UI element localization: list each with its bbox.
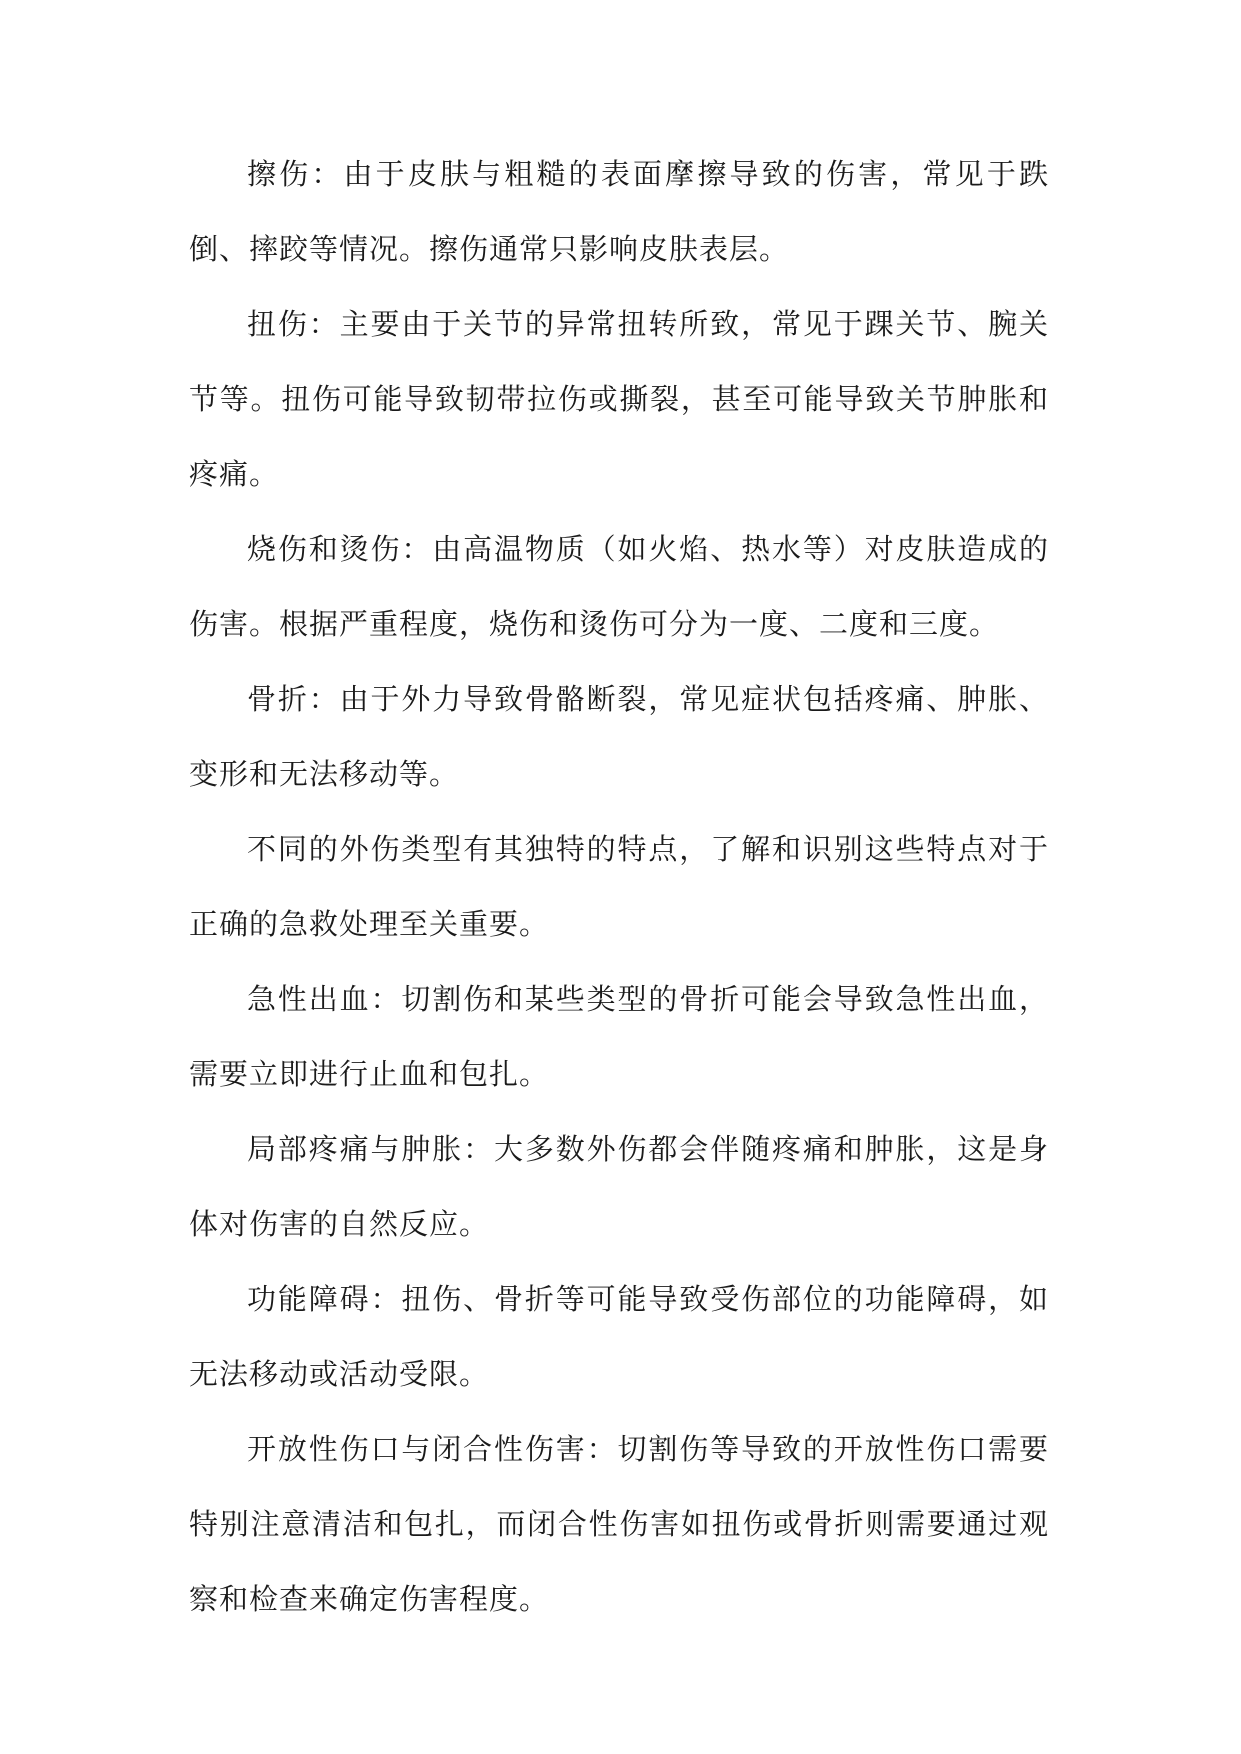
paragraph-open-closed-wounds: 开放性伤口与闭合性伤害：切割伤等导致的开放性伤口需要特别注意清洁和包扎，而闭合性伤害如扭伤或骨折则需要通过观察和检查来确定伤害程度。 bbox=[189, 1432, 1049, 1616]
paragraph-abrasion: 擦伤：由于皮肤与粗糙的表面摩擦导致的伤害，常见于跌倒、摔跤等情况。擦伤通常只影响皮肤表层。 bbox=[189, 157, 1049, 266]
paragraph-pain-swelling: 局部疼痛与肿胀：大多数外伤都会伴随疼痛和肿胀，这是身体对伤害的自然反应。 bbox=[189, 1132, 1049, 1241]
paragraph-fracture: 骨折：由于外力导致骨骼断裂，常见症状包括疼痛、肿胀、变形和无法移动等。 bbox=[189, 682, 1049, 791]
document-body bbox=[189, 137, 1049, 1637]
paragraph-dysfunction: 功能障碍：扭伤、骨折等可能导致受伤部位的功能障碍，如无法移动或活动受限。 bbox=[189, 1282, 1049, 1391]
paragraph-burns: 烧伤和烫伤：由高温物质（如火焰、热水等）对皮肤造成的伤害。根据严重程度，烧伤和烫伤可分为一度、二度和三度。 bbox=[189, 532, 1049, 641]
paragraph-sprain: 扭伤：主要由于关节的异常扭转所致，常见于踝关节、腕关节等。扭伤可能导致韧带拉伤或撕裂，甚至可能导致关节肿胀和疼痛。 bbox=[189, 307, 1049, 491]
paragraph-injury-types-summary: 不同的外伤类型有其独特的特点，了解和识别这些特点对于正确的急救处理至关重要。 bbox=[189, 832, 1049, 941]
paragraph-acute-bleeding: 急性出血：切割伤和某些类型的骨折可能会导致急性出血，需要立即进行止血和包扎。 bbox=[189, 982, 1049, 1091]
